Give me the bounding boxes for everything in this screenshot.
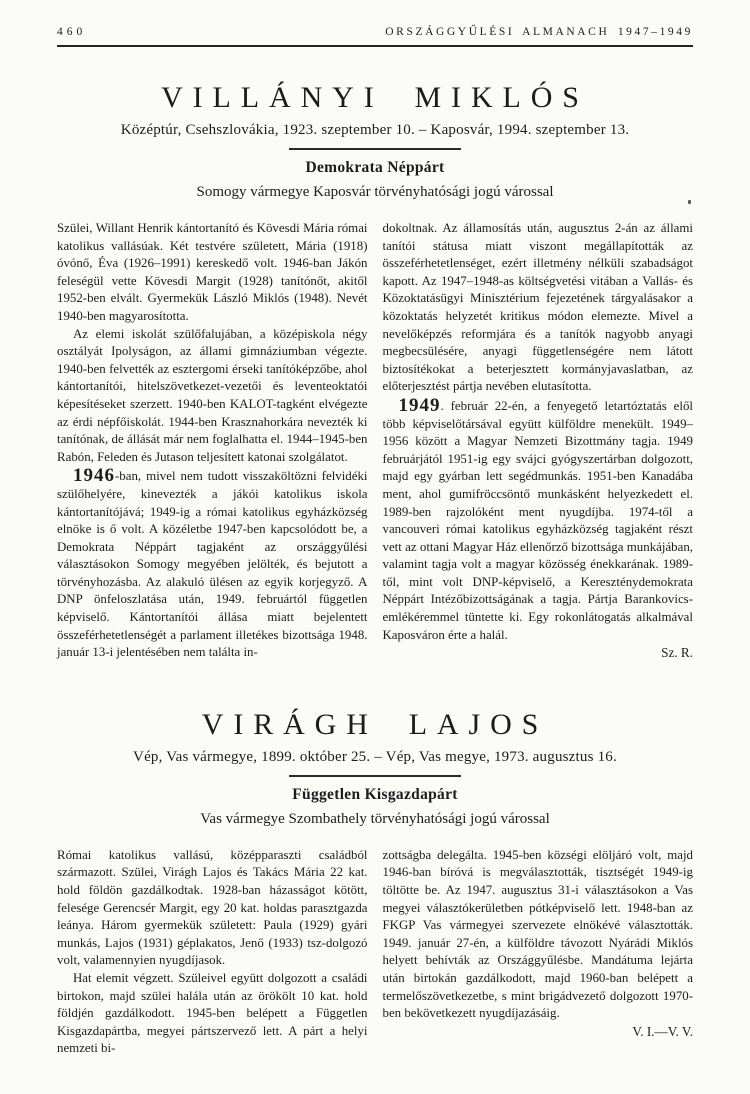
entry-birth-death-dates: Középtúr, Csehszlovákia, 1923. szeptember 10. – Kaposvár, 1994. szeptember 13. <box>120 122 630 138</box>
page-number: 460 <box>57 26 87 38</box>
body-columns <box>57 220 693 662</box>
body-paragraph: Hat elemit végzett. Szüleivel együtt dolgozott a családi birtokon, majd szülei halála után az örökölt 10 kat. hold földjén gazdálkodott. 1945-ben belépett a Független Kisgazdapártba, megyei pártszervező lett. A párt a helyi nemzeti bi- <box>57 971 368 1056</box>
body-columns <box>57 847 693 1058</box>
title-rule <box>289 775 461 777</box>
scan-speck-artifact <box>688 200 691 204</box>
entry-birth-death-dates: Vép, Vas vármegye, 1899. október 25. – Vép, Vas megye, 1973. augusztus 16. <box>133 748 617 765</box>
display-year: 1949 <box>398 394 441 416</box>
entry-party: Független Kisgazdapárt <box>292 785 458 803</box>
running-header-title: ORSZÁGGYŰLÉSI ALMANACH 1947–1949 <box>385 26 693 38</box>
body-paragraph-text: . február 22-én, a fenyegető letartóztatás elől több képviselőtársával együtt külföldre menekült. 1949–1956 között a Magyar Nemzeti Bizottmány tagja. 1949 februárjától 1951-ig egy svájci gyógyszertárban dolgozott, majd egy gyárban lett segédmunkás. 1951-ben Kanadába ment, ahol gumifröccsöntő munkásként helyezkedett el. 1989-ben rajzolóként ment nyugdíjba. 1974-től a vancouveri római katolikus egyházközség tagjaként részt vett az ottani Magyar Ház ellenőrző bizottsága munkájában, valamint tagja volt a magyar közösség énekkarának. 1989-től, mint volt DNP-képviselő, a Kereszténydemokrata Néppárt Intézőbizottságának a tagja. Pártja Barankovics-emlékéremmel tüntette ki. Egy rokonlátogatás alkalmával Kaposváron érte a halál. <box>382 398 693 642</box>
body-paragraph: Római katolikus vallású, középparaszti családból származott. Szülei, Virágh Lajos és Takács Mária 22 kat. hold földön gazdálkodtak. 1928-ban házasságot kötött, felesége Gerencsér Margit, egy 20 kat. holdas parasztgazda leánya. Három gyermekük született: Paula (1929) gyári munkás, Lajos (1931) géplakatos, Jenő (1933) tsz-dolgozó volt, valamennyien nyugdíjasok. <box>57 847 368 968</box>
author-signature: Sz. R. <box>661 645 693 661</box>
title-rule <box>289 148 461 150</box>
body-paragraph <box>383 396 694 644</box>
entry-name: VIRÁGH LAJOS <box>201 707 549 741</box>
entry-party: Demokrata Néppárt <box>305 159 445 176</box>
entry-constituency: Vas vármegye Szombathely törvényhatósági jogú várossal <box>200 810 550 827</box>
body-paragraph: dokoltnak. Az államosítás után, augusztus 2-án az állami tanítói státusa miatt viszont megállapították az összeférhetetlenséget, ezért illetmény nélküli szabadságot kapott. Az 1947–1948-as költségvetési vitában a Vallás- és Közoktatásügyi Minisztérium fejezetének tárgyalásakor a közoktatás helyzetét kritikus módon elemezte. Mivel a nevelőképzés reformjára és a tanítók nagyobb anyagi megbecsülésére, anyagi függetlenségére nem látott biztosítékokat a beterjesztett kormányjavaslatban, az előterjesztést pártja nevében elutasította. <box>382 221 693 394</box>
body-paragraph: Szülei, Willant Henrik kántortanító és Kövesdi Mária római katolikus vallásúak. Két testvére született, Mária (1918) óvónő, Éva (1926–1991) kereskedő volt. 1946-ban Jákón feleségül vette Kövesdi Margit (1928) tanítónőt, akitől 1952-ben elvált. Gyermekük László Miklós (1948). Nevét 1940-ben magyarosította. <box>57 221 368 323</box>
author-signature: V. I.—V. V. <box>632 1023 693 1039</box>
running-header <box>57 26 693 38</box>
body-paragraph <box>57 466 368 662</box>
entry-constituency: Somogy vármegye Kaposvár törvényhatósági jogú várossal <box>196 184 554 200</box>
left-column <box>57 220 368 662</box>
biography-entry-villanyi-miklos <box>57 81 693 662</box>
right-column <box>383 847 694 1058</box>
biography-entry-viragh-lajos <box>57 708 693 1058</box>
entry-name: VILLÁNYI MIKLÓS <box>161 81 589 114</box>
right-column <box>383 220 694 662</box>
header-rule <box>57 45 693 47</box>
left-column <box>57 847 368 1058</box>
body-paragraph: Az elemi iskolát szülőfalujában, a középiskola négy osztályát Ipolyságon, az állami gimnáziumban végezte. 1940-ben felvették az esztergomi érseki tanítóképzőbe, ahol kántortanítói, hitelszövetkezet-vezetői és leventeoktatói képesítéseket szerzett. 1940-ben KALOT-tagként elvégezte az érdi népfőiskolát. 1944-ben Krasznahorkára nevezték ki tanítónak, de állását már nem foglalhatta el. 1944–1945-ben Rabón, Feleden és Jutason teljesített katonai szolgálatot. <box>57 326 368 464</box>
display-year: 1946 <box>73 465 115 487</box>
body-paragraph: zottságba delegálta. 1945-ben községi elöljáró volt, majd 1946-ban bíróvá is megválasztották, tisztségét 1949-ig töltötte be. Az 1947. augusztus 31-i választásokon a Vas megyei választókerületben pótképviselő lett. 1948-ban az FKGP Vas vármegyei szervezete elnökévé választották. 1949. január 27-én, a külföldre távozott Nyárádi Miklós helyett behívták az Országgyűlésbe. Mandátuma lejárta után birtokán gazdálkodott, majd 1960-ban belépett a termelőszövetkezetbe, s mint brigádvezető dolgozott 1970-ben bekövetkezett nyugdíjazásáig. <box>382 847 693 1021</box>
body-paragraph-text: -ban, mivel nem tudott visszaköltözni felvidéki szülőhelyére, kinevezték a jákói katolikus iskola kántortanítójává; 1949-ig a római katolikus egyházközség elnöke is ő volt. A közéletbe 1947-ben kapcsolódott be, a Demokrata Néppárt tagjaként az országgyűlési választásokon Somogy megyében jelölték, és bejutott a törvényhozásba. Az alakuló ülésen az egyik korjegyző. A DNP önfeloszlatása után, 1949. februártól független képviselő. Kántortanítói állása miatt bejelentett összeférhetetlenségét a parlament illetékes bizottsága 1948. január 13-i jelentésében nem találta in- <box>57 469 368 660</box>
